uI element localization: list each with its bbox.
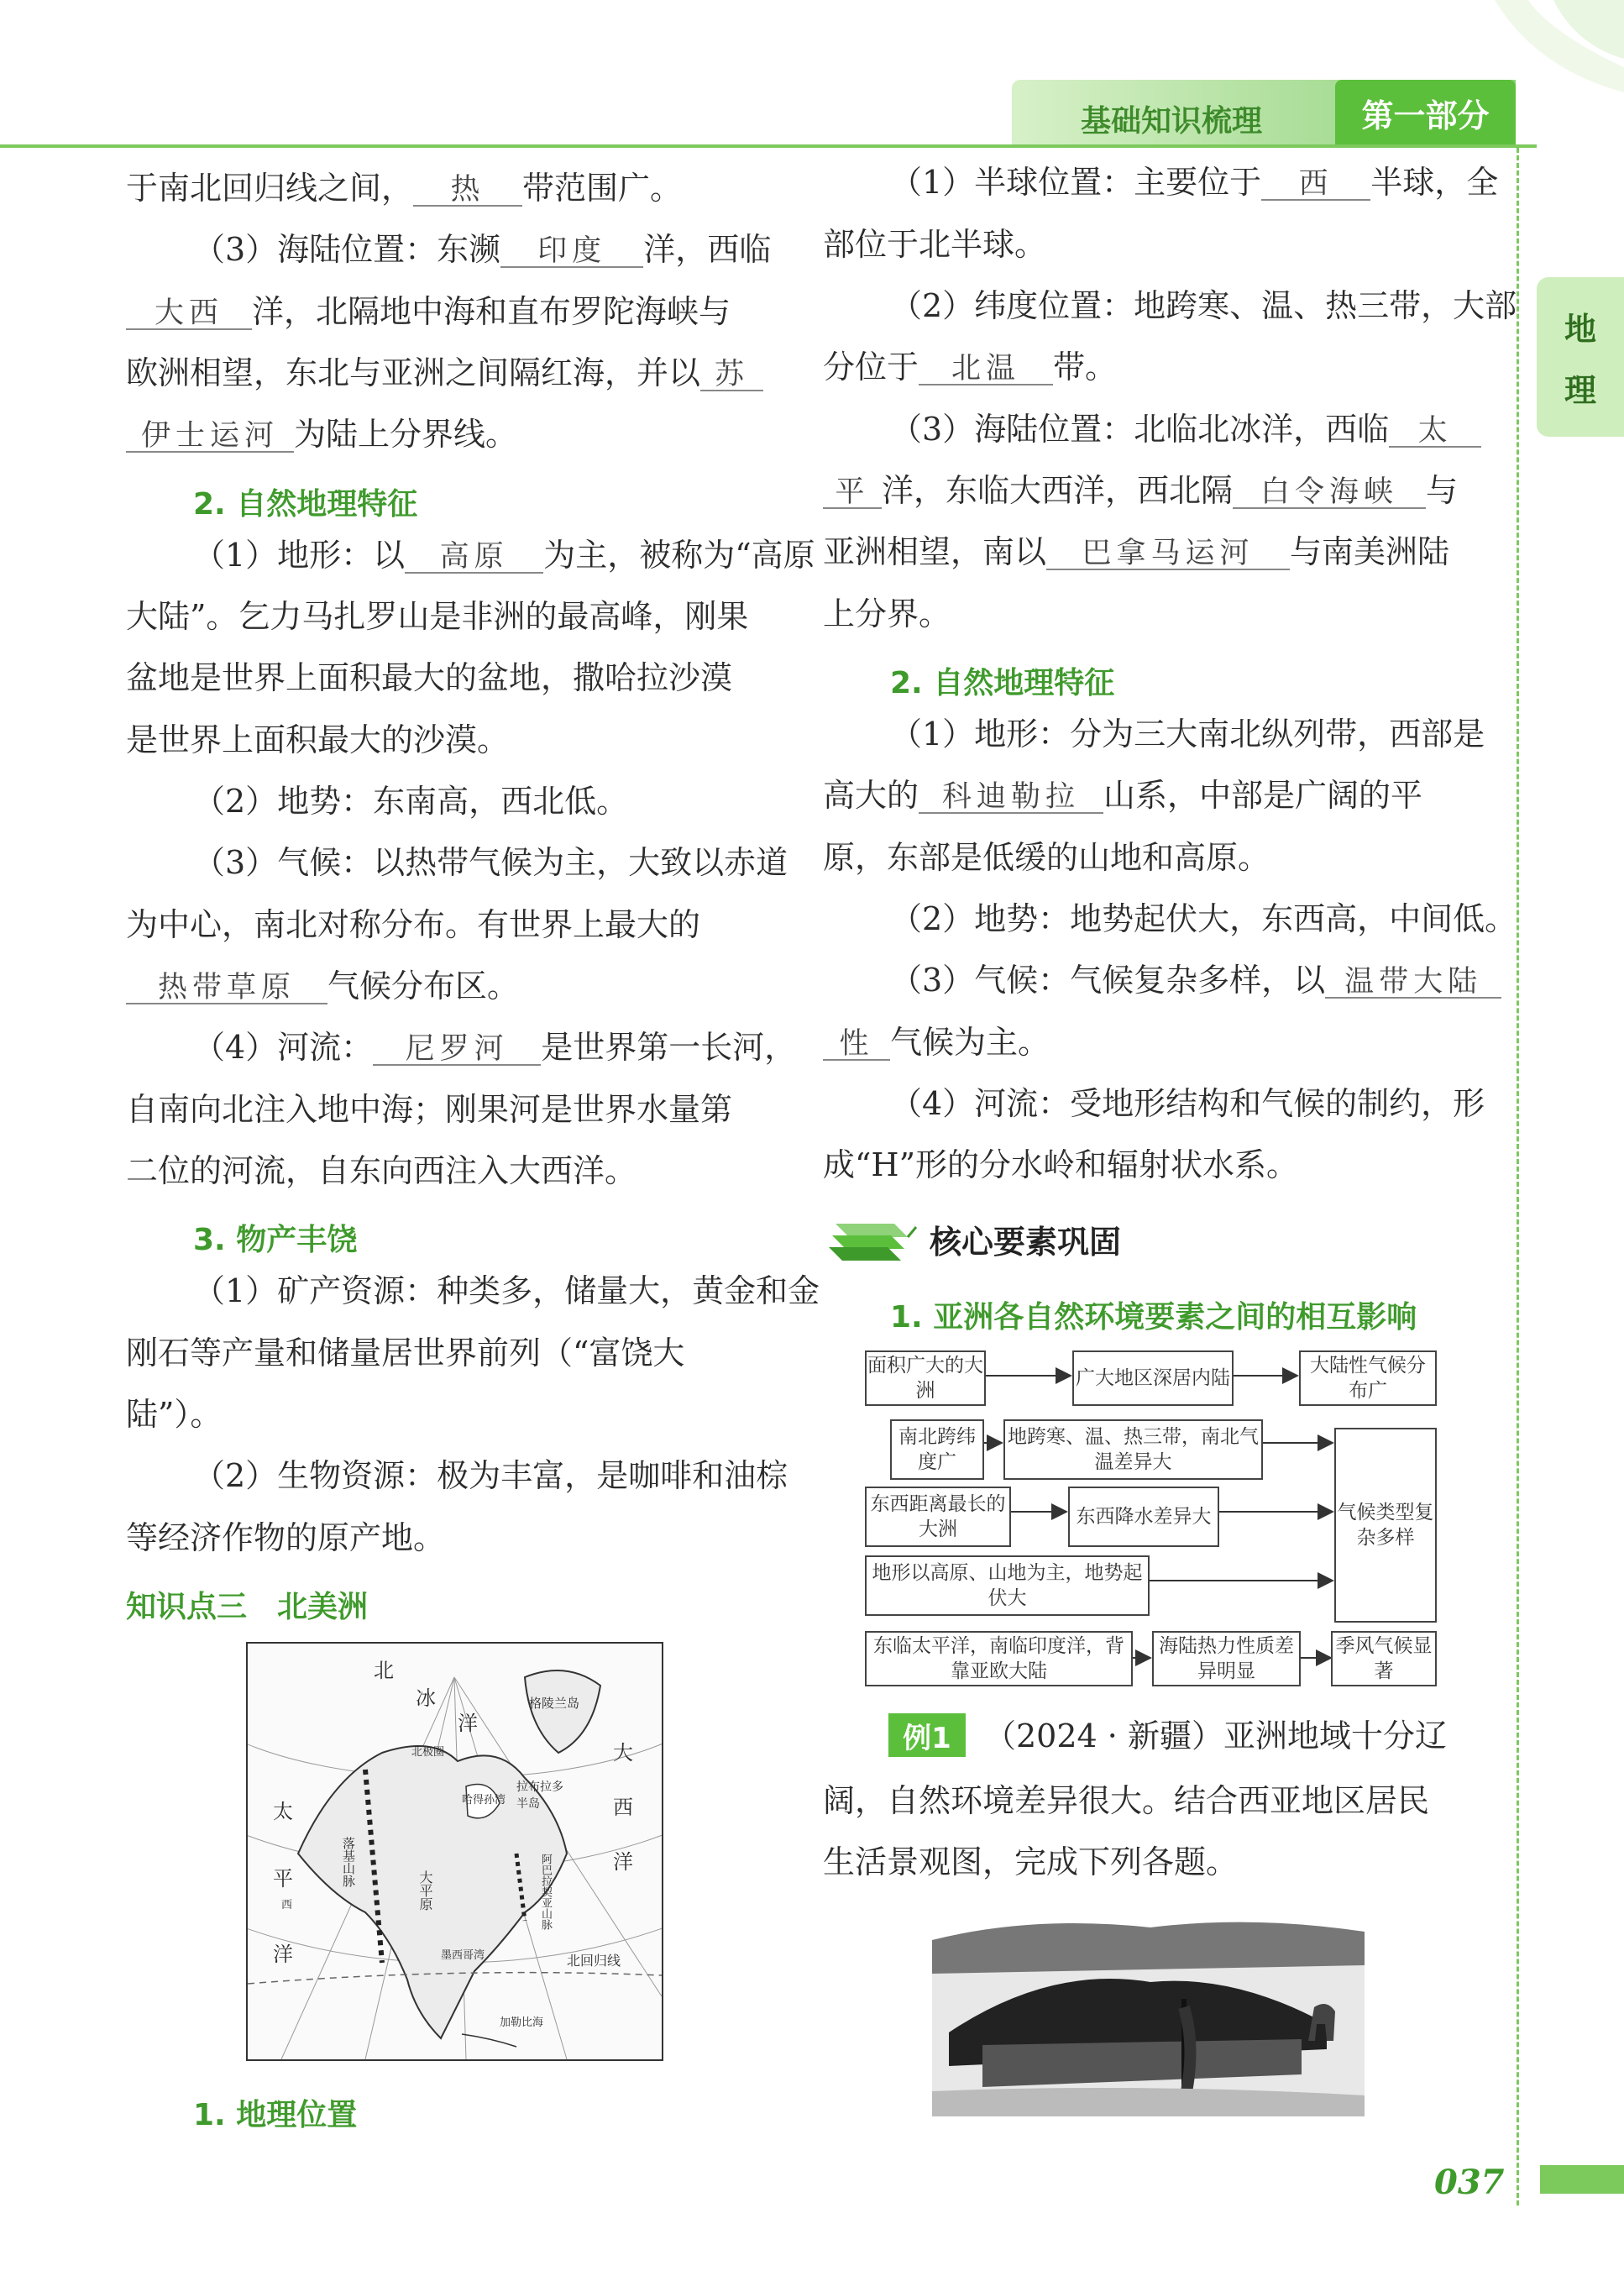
- fill-blank: 印度: [500, 237, 643, 268]
- map-label: 洋: [458, 1712, 478, 1735]
- page-number: 037: [1434, 2163, 1505, 2202]
- map-label: 西: [281, 1899, 293, 1912]
- map-label: 落基山脉: [341, 1837, 356, 1887]
- side-tab-char-1: 地: [1564, 311, 1596, 348]
- fill-blank: 温带大陆: [1325, 968, 1501, 999]
- text-line: 自南向北注入地中海；刚果河是世界水量第: [126, 1091, 733, 1128]
- fill-blank: 热: [413, 176, 522, 207]
- map-label: 平: [273, 1867, 293, 1891]
- flow-box: 气候类型复杂多样: [1334, 1428, 1437, 1623]
- text-line: 分位于 北温 带。: [823, 349, 1118, 385]
- fill-blank: 大西: [126, 299, 252, 330]
- text-line: 伊士运河 为陆上分界线。: [126, 418, 517, 453]
- heading-nature-na: 2. 自然地理特征: [890, 666, 1115, 700]
- header-section-title: 基础知识梳理: [1080, 103, 1262, 139]
- text-line: 上分界。: [823, 595, 951, 632]
- text-line: 二位的河流，自东向西注入大西洋。: [126, 1152, 637, 1189]
- fill-blank: 高原: [405, 543, 543, 574]
- fill-blank: 巴拿马运河: [1046, 539, 1290, 570]
- heading-nature: 2. 自然地理特征: [193, 487, 418, 522]
- map-label: 大: [613, 1741, 633, 1765]
- text-line: 刚石等产量和储量居世界前列（“富饶大: [126, 1335, 685, 1371]
- text-line: （1）地形：以 高原 为主，被称为“高原: [193, 537, 815, 574]
- west-asia-tent-illustration: [932, 1906, 1365, 2116]
- text-line: 盆地是世界上面积最大的盆地，撒哈拉沙漠: [126, 659, 733, 696]
- text-line: （3）海陆位置：北临北冰洋，西临 太: [890, 413, 1481, 448]
- map-label: 哈得孙湾: [462, 1794, 506, 1807]
- flow-box: 东临太平洋，南临印度洋，背靠亚欧大陆: [865, 1631, 1133, 1686]
- flow-box: 东西降水差异大: [1068, 1487, 1219, 1547]
- text-line: （1）地形：分为三大南北纵列带，西部是: [890, 716, 1485, 753]
- map-label: 北回归线: [567, 1953, 621, 1969]
- text-line: 平 洋，东临大西洋，西北隔 白令海峡 与: [823, 475, 1458, 509]
- text-line: 性 气候为主。: [823, 1026, 1050, 1061]
- text-line: 成“H”形的分水岭和辐射状水系。: [823, 1146, 1298, 1183]
- subject-side-tab: [1537, 277, 1624, 437]
- map-label: 拉布拉多半岛: [516, 1780, 563, 1811]
- example-tag: 例1: [888, 1713, 966, 1757]
- map-label: 洋: [613, 1850, 633, 1874]
- text-line: （2）纬度位置：地跨寒、温、热三带，大部: [890, 287, 1517, 324]
- flow-box: 季风气候显著: [1331, 1631, 1437, 1686]
- fill-blank: 尼罗河: [373, 1035, 541, 1066]
- text-line: （3）气候：气候复杂多样，以 温带大陆: [890, 964, 1501, 999]
- text-line: 热带草原 气候分布区。: [126, 970, 519, 1004]
- map-label: 加勒比海: [500, 2016, 544, 2029]
- fill-blank: 科迪勒拉: [919, 783, 1103, 814]
- map-label: 格陵兰岛: [529, 1696, 580, 1711]
- text-line: 亚洲相望，南以 巴拿马运河 与南美洲陆: [823, 533, 1450, 570]
- heading-location: 1. 地理位置: [193, 2098, 358, 2132]
- text-line: （2）生物资源：极为丰富，是咖啡和油棕: [193, 1457, 788, 1494]
- text-line: （4）河流：受地形结构和气候的制约，形: [890, 1085, 1485, 1122]
- text-line: （1）矿产资源：种类多，储量大，黄金和金: [193, 1272, 820, 1309]
- fill-blank: 平: [823, 478, 882, 509]
- flow-box: 面积广大的大洲: [865, 1350, 986, 1406]
- text-line: （2）地势：地势起伏大，东西高，中间低。: [890, 900, 1517, 937]
- text-line: 部位于北半球。: [823, 226, 1047, 263]
- map-label: 洋: [273, 1943, 293, 1966]
- text-line: 生活景观图，完成下列各题。: [823, 1843, 1239, 1880]
- text-line: 大西 洋，北隔地中海和直布罗陀海峡与: [126, 296, 731, 330]
- text-line: 阔，自然环境差异很大。结合西亚地区居民: [823, 1782, 1430, 1819]
- text-line: （2024 · 新疆）亚洲地域十分辽: [984, 1717, 1447, 1754]
- text-line: 为中心，南北对称分布。有世界上最大的: [126, 906, 701, 943]
- fill-blank: 白令海峡: [1233, 478, 1426, 509]
- flow-box: 地跨寒、温、热三带，南北气温差异大: [1003, 1419, 1263, 1480]
- north-america-map: [246, 1642, 663, 2061]
- flow-box: 广大地区深居内陆: [1072, 1350, 1234, 1406]
- fill-blank: 伊士运河: [126, 422, 294, 453]
- text-line: 欧洲相望，东北与亚洲之间隔红海，并以 苏: [126, 357, 763, 391]
- heading-asia-interactions: 1. 亚洲各自然环境要素之间的相互影响: [890, 1300, 1417, 1335]
- header-part-label: 第一部分: [1335, 80, 1516, 145]
- text-line: 于南北回归线之间， 热 带范围广。: [126, 170, 683, 207]
- map-label: 墨西哥湾: [441, 1949, 485, 1962]
- fill-blank: 苏: [700, 360, 763, 391]
- core-title-text: 核心要素巩固: [930, 1223, 1122, 1261]
- flow-box: 南北跨纬度广: [890, 1419, 984, 1480]
- text-line: （3）气候：以热带气候为主，大致以赤道: [193, 844, 788, 881]
- flow-box: 大陆性气候分布广: [1299, 1350, 1437, 1406]
- text-line: 大陆”。乞力马扎罗山是非洲的最高峰，刚果: [126, 598, 749, 635]
- books-icon: [827, 1215, 919, 1262]
- header-underline: [0, 144, 1537, 148]
- text-line: （1）半球位置：主要位于 西 半球，全: [890, 164, 1499, 201]
- fill-blank: 北温: [919, 354, 1053, 385]
- page-number-bar: [1540, 2165, 1624, 2194]
- text-line: 原，东部是低缓的山地和高原。: [823, 839, 1270, 876]
- text-line: （2）地势：东南高，西北低。: [193, 783, 629, 820]
- text-line: 高大的 科迪勒拉 山系，中部是广阔的平: [823, 777, 1423, 814]
- text-line: 陆”）。: [126, 1396, 223, 1433]
- fill-blank: 西: [1261, 170, 1370, 201]
- text-line: （3）海陆位置：东濒 印度 洋，西临: [193, 231, 772, 268]
- map-label: 阿巴拉契亚山脉: [539, 1854, 552, 1930]
- map-label: 太: [273, 1800, 293, 1823]
- side-tab-char-2: 理: [1564, 372, 1596, 409]
- flow-box: 东西距离最长的大洲: [865, 1487, 1011, 1547]
- text-line: 等经济作物的原产地。: [126, 1519, 446, 1556]
- map-label: 北极圈: [411, 1746, 445, 1759]
- fill-blank: 性: [823, 1030, 890, 1061]
- heading-resources: 3. 物产丰饶: [193, 1223, 358, 1257]
- flow-box: 地形以高原、山地为主，地势起伏大: [865, 1555, 1150, 1616]
- fill-blank: 太: [1389, 417, 1481, 448]
- map-drawing: [248, 1644, 662, 2059]
- map-label: 冰: [416, 1686, 436, 1710]
- fill-blank: 热带草原: [126, 973, 327, 1004]
- map-label: 西: [613, 1796, 633, 1819]
- text-line: 是世界上面积最大的沙漠。: [126, 721, 510, 758]
- text-line: （4）河流： 尼罗河 是世界第一长河，: [193, 1029, 797, 1066]
- knowledge-point-title: 知识点三 北美洲: [126, 1590, 369, 1624]
- flow-box: 海陆热力性质差异明显: [1152, 1631, 1301, 1686]
- core-section-title: [827, 1214, 1121, 1264]
- map-label: 北: [374, 1659, 394, 1682]
- margin-dashed-line: [1517, 148, 1519, 2205]
- map-label: 大平原: [417, 1870, 433, 1911]
